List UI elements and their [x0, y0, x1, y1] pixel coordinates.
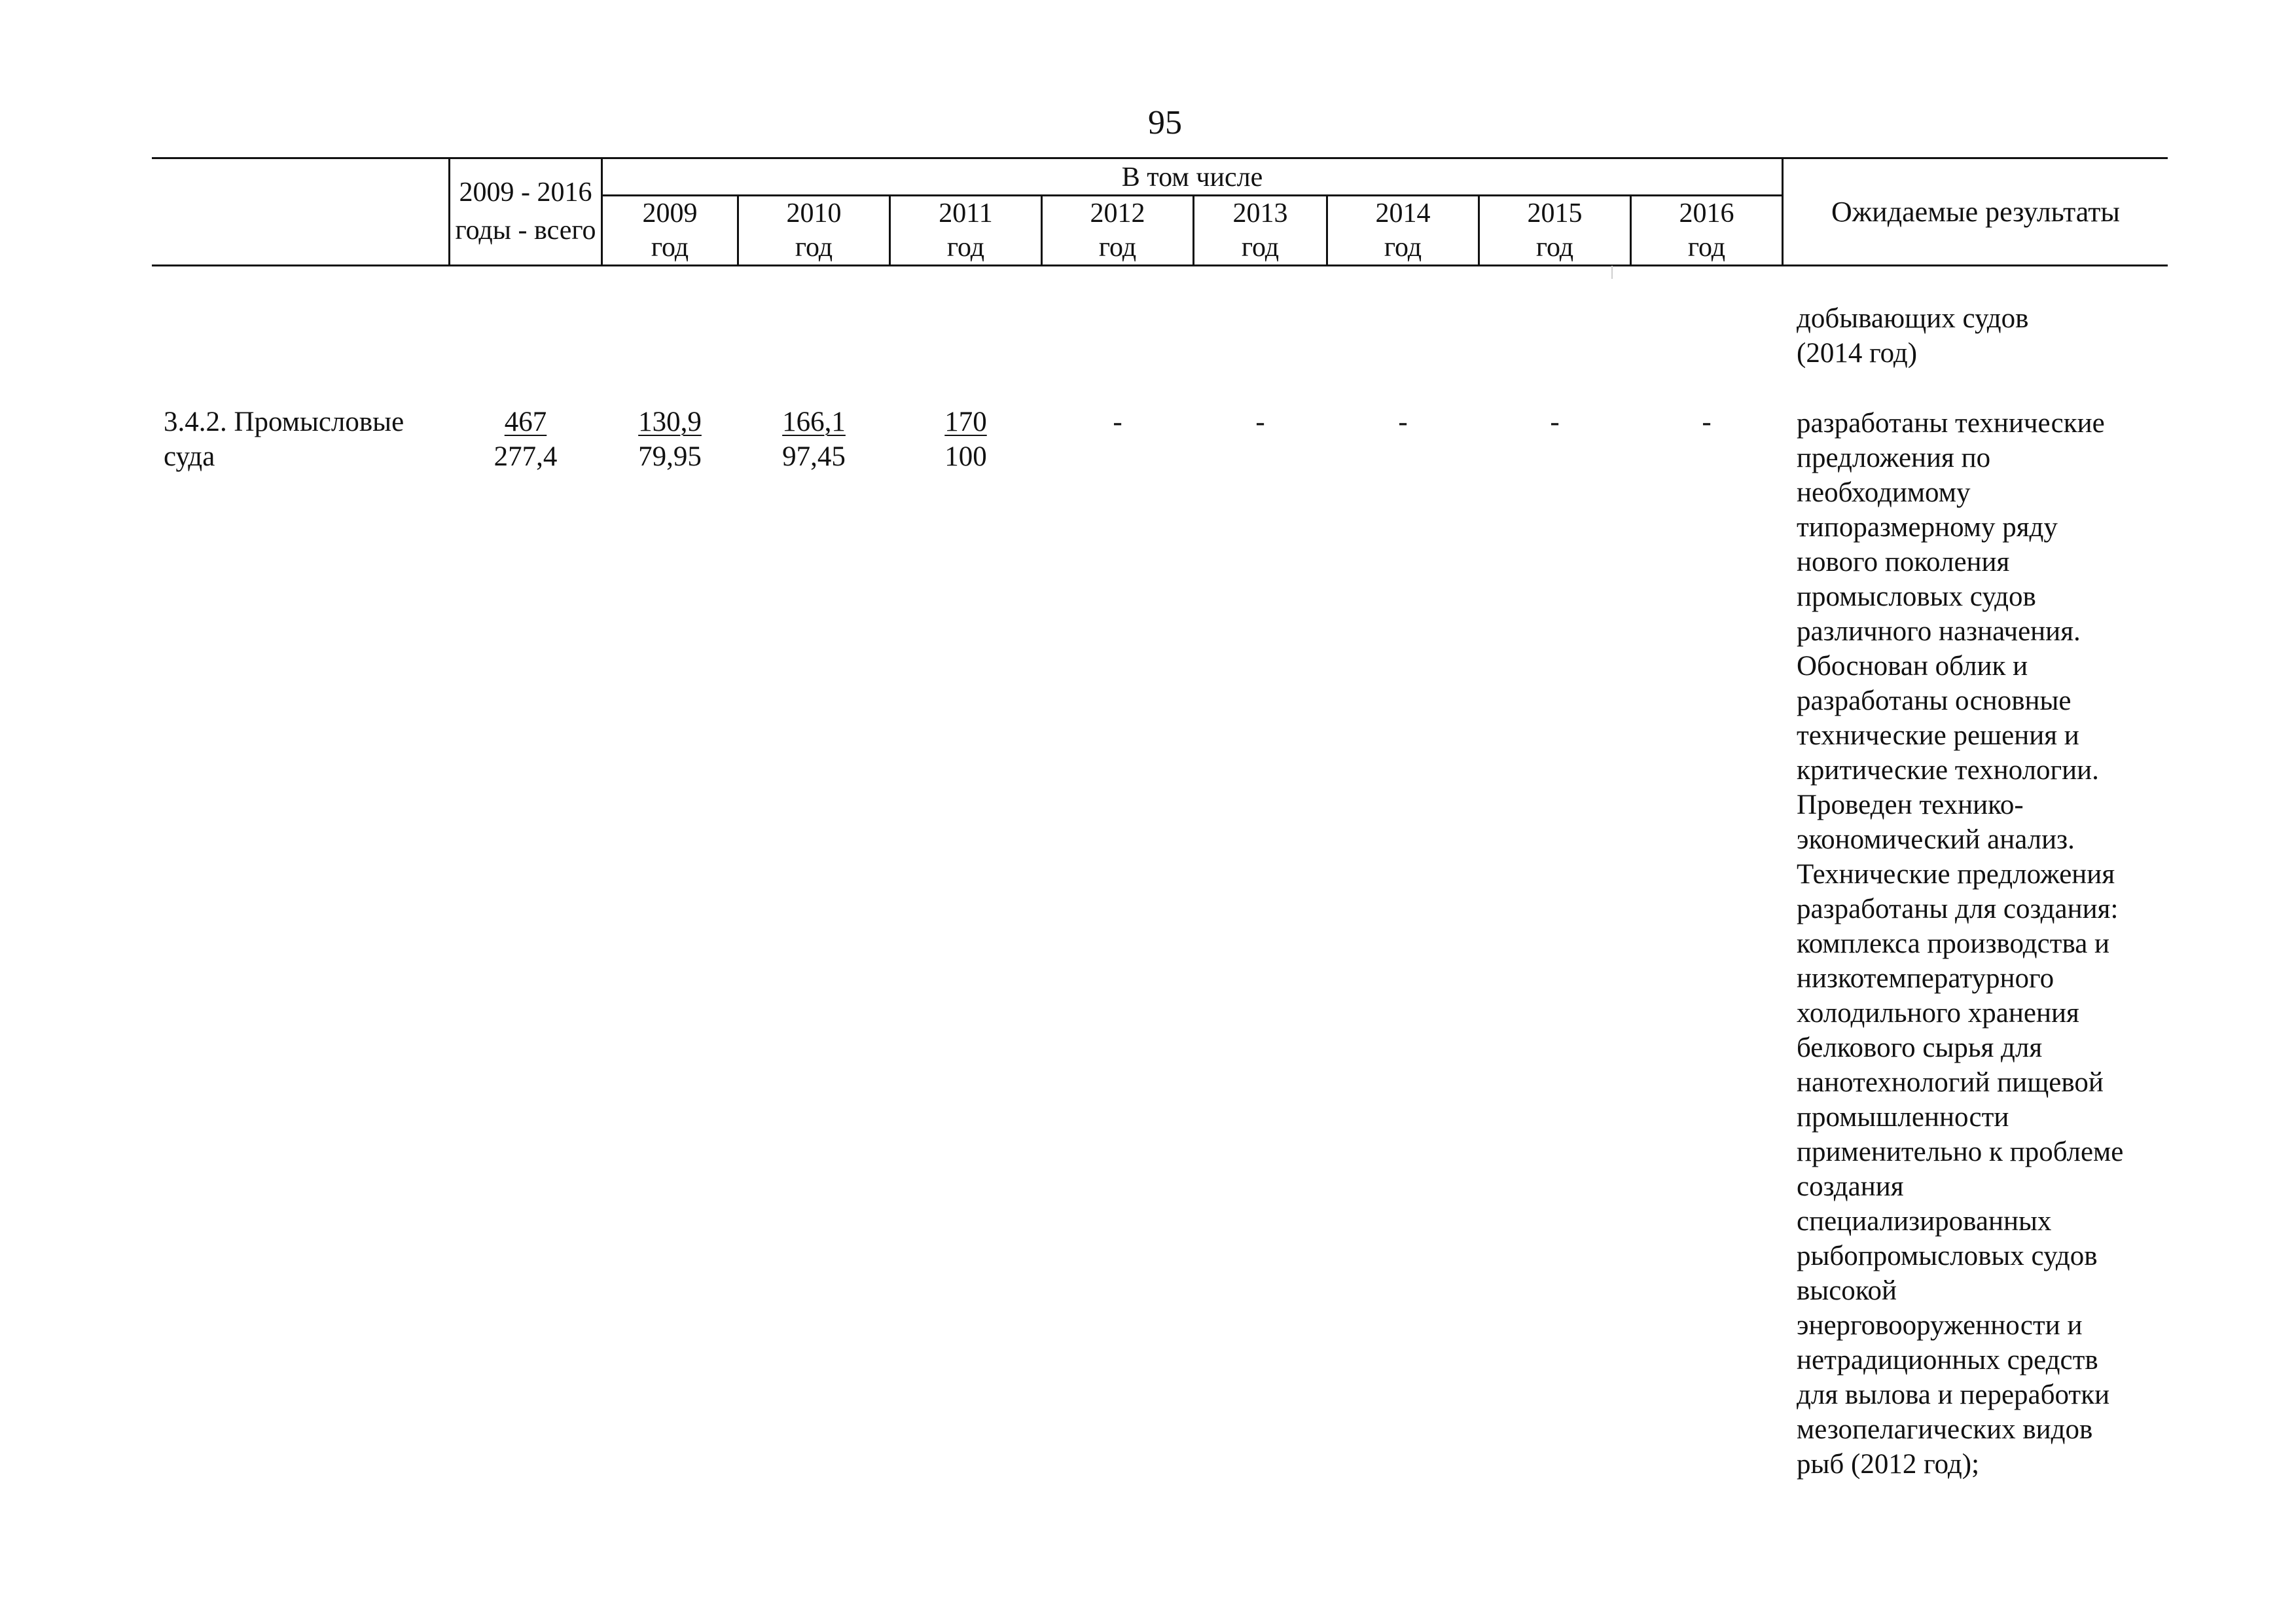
- scan-artifact-line: [1611, 266, 1613, 279]
- header-year-2016: 2016: [1679, 198, 1734, 228]
- results-line: комплекса производства и: [1797, 928, 2110, 959]
- header-year-2015: 2015: [1527, 198, 1583, 228]
- results-line: технические решения и: [1797, 720, 2079, 751]
- row-2010-bottom: 97,45: [782, 441, 846, 472]
- results-line: нанотехнологий пищевой: [1797, 1067, 2104, 1098]
- results-line: рыбопромысловых судов: [1797, 1241, 2098, 1271]
- header-year-2009: 2009: [642, 198, 698, 228]
- row-name-line2: суда: [164, 441, 215, 472]
- header-total-line1: 2009 - 2016: [459, 177, 592, 208]
- results-line: для вылова и переработки: [1797, 1379, 2110, 1410]
- results-line: предложения по: [1797, 443, 1991, 473]
- results-line: критические технологии.: [1797, 755, 2099, 786]
- results-line: рыб (2012 год);: [1797, 1449, 1980, 1480]
- results-line: создания: [1797, 1171, 1904, 1202]
- row-total-bottom: 277,4: [493, 441, 558, 472]
- header-year-2012: 2012: [1090, 198, 1145, 228]
- header-total-line2: годы - всего: [455, 215, 596, 246]
- results-line: Обоснован облик и: [1797, 651, 2028, 682]
- header-unit-2014: год: [1384, 232, 1422, 263]
- row-2015-top: -: [1550, 407, 1560, 437]
- header-year-2014: 2014: [1375, 198, 1431, 228]
- header-results: Ожидаемые результаты: [1831, 196, 2120, 228]
- results-line: специализированных: [1797, 1206, 2052, 1237]
- row-name-line1: 3.4.2. Промысловые: [164, 407, 404, 437]
- results-line: типоразмерному ряду: [1797, 512, 2058, 543]
- row-2012-top: -: [1113, 407, 1122, 437]
- row-2009-bottom: 79,95: [638, 441, 702, 472]
- results-line: разработаны основные: [1797, 685, 2072, 716]
- header-year-2010: 2010: [786, 198, 842, 228]
- results-line: Технические предложения: [1797, 859, 2115, 890]
- results-line: нетрадиционных средств: [1797, 1345, 2098, 1376]
- results-line: необходимому: [1797, 477, 1971, 508]
- header-unit-2015: год: [1535, 232, 1574, 263]
- results-line: низкотемпературного: [1797, 963, 2054, 994]
- continuation-line: добывающих судов: [1797, 303, 2029, 334]
- page-number: 95: [1148, 104, 1182, 141]
- row-2016-top: -: [1702, 407, 1712, 437]
- header-group-label: В том числе: [1121, 162, 1263, 192]
- results-line: промышленности: [1797, 1102, 2009, 1133]
- row-2013-top: -: [1255, 407, 1265, 437]
- header-bottom-rule: [152, 264, 2168, 266]
- header-unit-2011: год: [946, 232, 985, 263]
- results-line: энерговооруженности и: [1797, 1310, 2083, 1341]
- header-unit-2016: год: [1687, 232, 1726, 263]
- header-unit-2012: год: [1098, 232, 1137, 263]
- results-line: холодильного хранения: [1797, 998, 2079, 1029]
- row-2011-bottom: 100: [944, 441, 987, 472]
- continuation-line: (2014 год): [1797, 338, 1918, 369]
- results-line: промысловых судов: [1797, 581, 2036, 612]
- row-2011-top: 170: [944, 407, 987, 437]
- row-results: [1797, 406, 2163, 1482]
- col-divider-total-left: [448, 157, 450, 266]
- results-line: разработаны для создания:: [1797, 894, 2119, 924]
- header-unit-2010: год: [795, 232, 833, 263]
- continuation-results: [1797, 301, 2163, 371]
- row-total-top: 467: [504, 407, 547, 437]
- results-line: разработаны технические: [1797, 408, 2105, 439]
- results-line: высокой: [1797, 1275, 1897, 1306]
- results-line: Проведен технико-: [1797, 790, 2024, 820]
- results-line: экономический анализ.: [1797, 824, 2075, 855]
- table-top-rule: [152, 157, 2168, 159]
- results-line: различного назначения.: [1797, 616, 2081, 647]
- row-2010-top: 166,1: [782, 407, 846, 437]
- header-year-2011: 2011: [939, 198, 993, 228]
- header-unit-2013: год: [1241, 232, 1280, 263]
- results-line: мезопелагических видов: [1797, 1414, 2093, 1445]
- header-unit-2009: год: [651, 232, 689, 263]
- row-2009-top: 130,9: [638, 407, 702, 437]
- results-line: нового поколения: [1797, 547, 2010, 577]
- results-line: применительно к проблеме: [1797, 1137, 2124, 1167]
- results-line: белкового сырья для: [1797, 1032, 2043, 1063]
- header-year-2013: 2013: [1232, 198, 1288, 228]
- row-2014-top: -: [1398, 407, 1408, 437]
